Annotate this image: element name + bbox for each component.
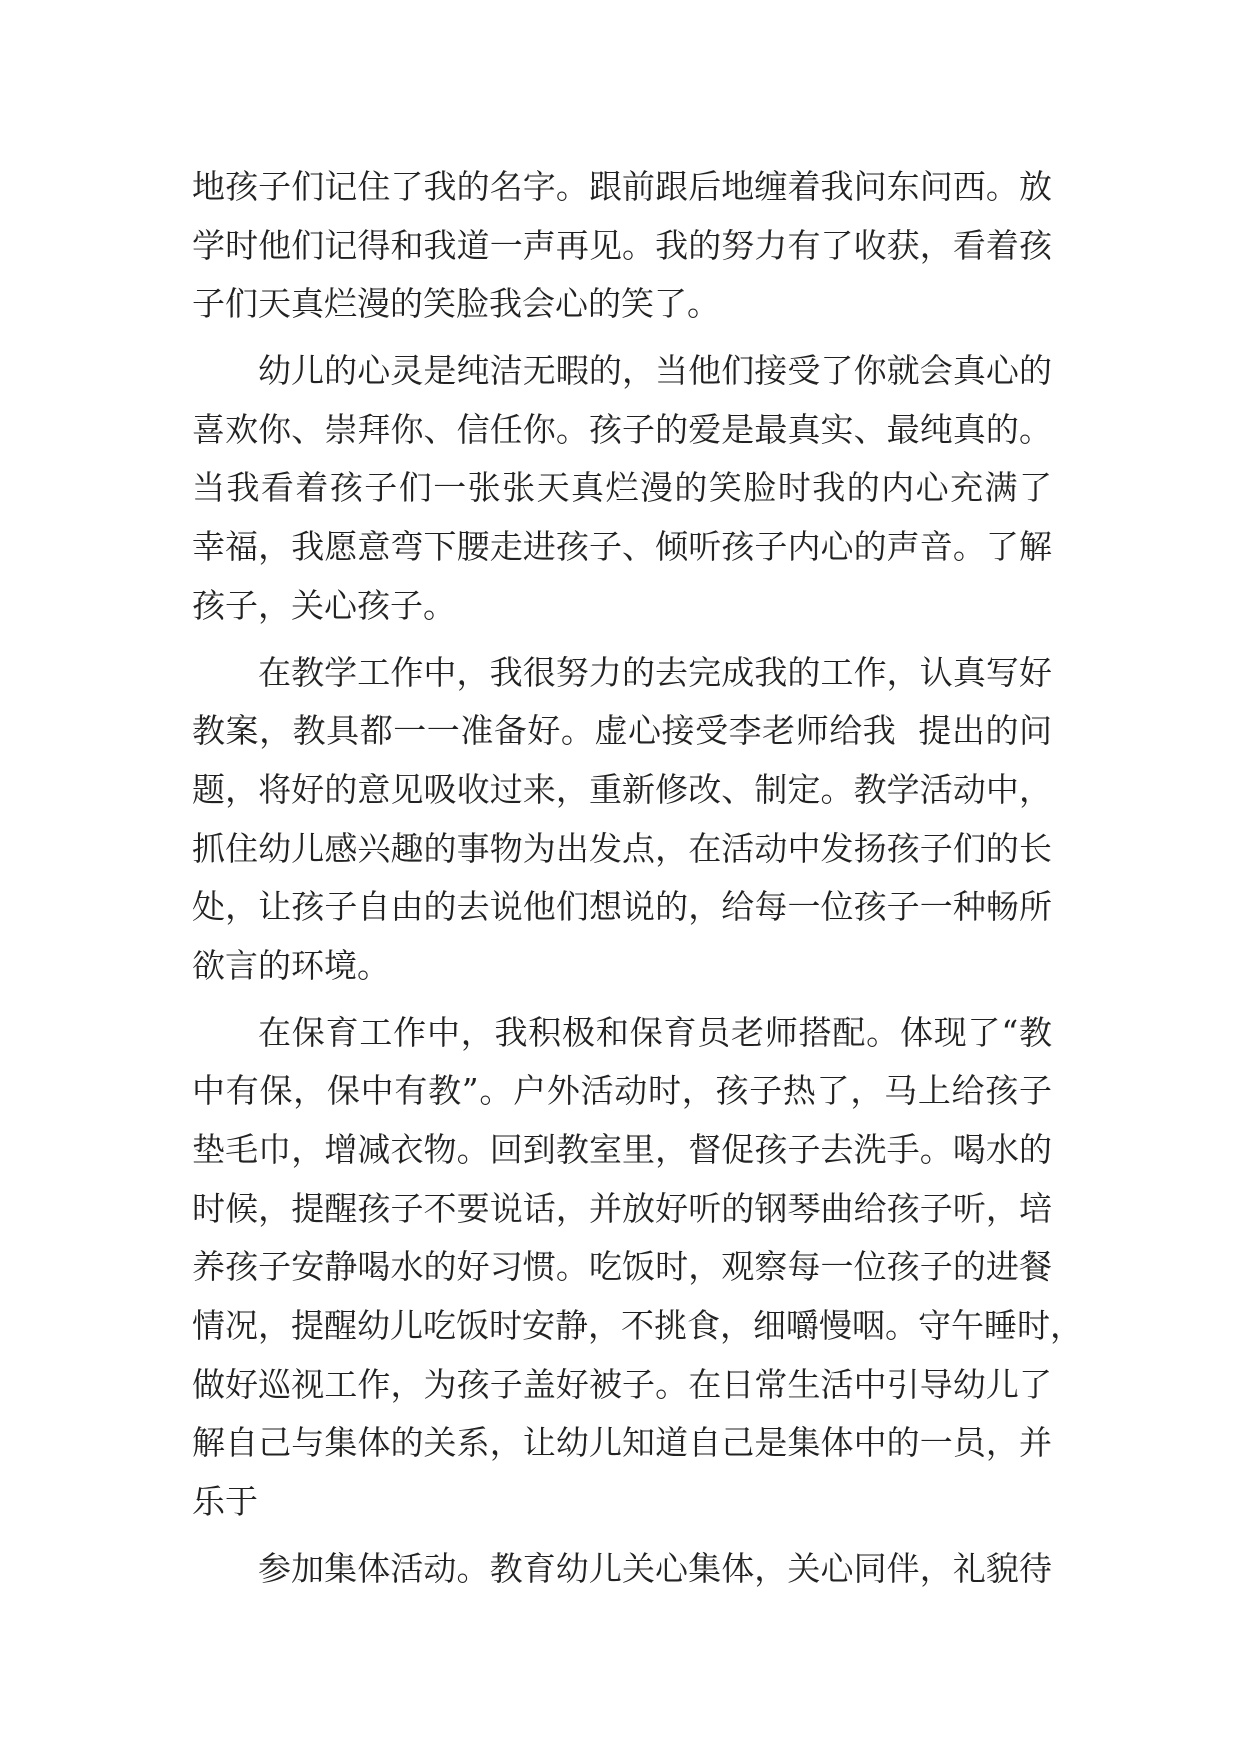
text-line: 教案，教具都一一准备好。虚心接受李老师给我 提出的问	[192, 711, 1052, 751]
paragraph	[192, 1540, 1052, 1599]
text-line: 处，让孩子自由的去说他们想说的，给每一位孩子一种畅所	[192, 887, 1052, 927]
paragraph	[192, 644, 1052, 996]
text-line: 地孩子们记住了我的名字。跟前跟后地缠着我问东问西。放	[192, 167, 1052, 206]
text-line: 时候，提醒孩子不要说话，并放好听的钢琴曲给孩子听，培	[192, 1188, 1052, 1228]
text-line: 喜欢你、崇拜你、信任你。孩子的爱是最真实、最纯真的。	[192, 409, 1052, 449]
text-line: 幼儿的心灵是纯洁无暇的，当他们接受了你就会真心的	[258, 351, 1052, 391]
text-line: 当我看着孩子们一张张天真烂漫的笑脸时我的内心充满了	[192, 468, 1052, 508]
text-line: 欲言的环境。	[192, 945, 390, 985]
text-line: 题，将好的意见吸收过来，重新修改、制定。教学活动中，	[192, 769, 1052, 809]
text-line: 做好巡视工作，为孩子盖好被子。在日常生活中引导幼儿了	[192, 1364, 1052, 1404]
text-line: 乐于	[192, 1482, 258, 1522]
text-line: 情况，提醒幼儿吃饭时安静，不挑食，细嚼慢咽。守午睡时，	[192, 1306, 1083, 1346]
text-line: 幸福，我愿意弯下腰走进孩子、倾听孩子内心的声音。了解	[192, 527, 1052, 567]
text-line: 解自己与集体的关系，让幼儿知道自己是集体中的一员，并	[192, 1423, 1052, 1463]
text-line: 孩子，关心孩子。	[192, 585, 456, 625]
document-body	[192, 158, 1083, 1599]
text-line: 参加集体活动。教育幼儿关心集体，关心同伴，礼貌待	[258, 1548, 1052, 1588]
text-line: 子们天真烂漫的笑脸我会心的笑了。	[192, 284, 720, 324]
text-line: 在教学工作中，我很努力的去完成我的工作，认真写好	[258, 652, 1052, 692]
text-line: 养孩子安静喝水的好习惯。吃饭时，观察每一位孩子的进餐	[192, 1247, 1052, 1287]
text-line: 在保育工作中，我积极和保育员老师搭配。体现了“教	[258, 1012, 1052, 1052]
text-line: 学时他们记得和我道一声再见。我的努力有了收获，看着孩	[192, 225, 1052, 265]
text-line: 抓住幼儿感兴趣的事物为出发点，在活动中发扬孩子们的长	[192, 828, 1052, 868]
paragraph	[192, 158, 1052, 334]
text-line: 中有保，保中有教”。户外活动时，孩子热了，马上给孩子	[192, 1071, 1052, 1111]
paragraph	[192, 342, 1052, 635]
paragraph	[192, 1004, 1083, 1532]
text-line: 垫毛巾，增减衣物。回到教室里，督促孩子去洗手。喝水的	[192, 1130, 1052, 1169]
